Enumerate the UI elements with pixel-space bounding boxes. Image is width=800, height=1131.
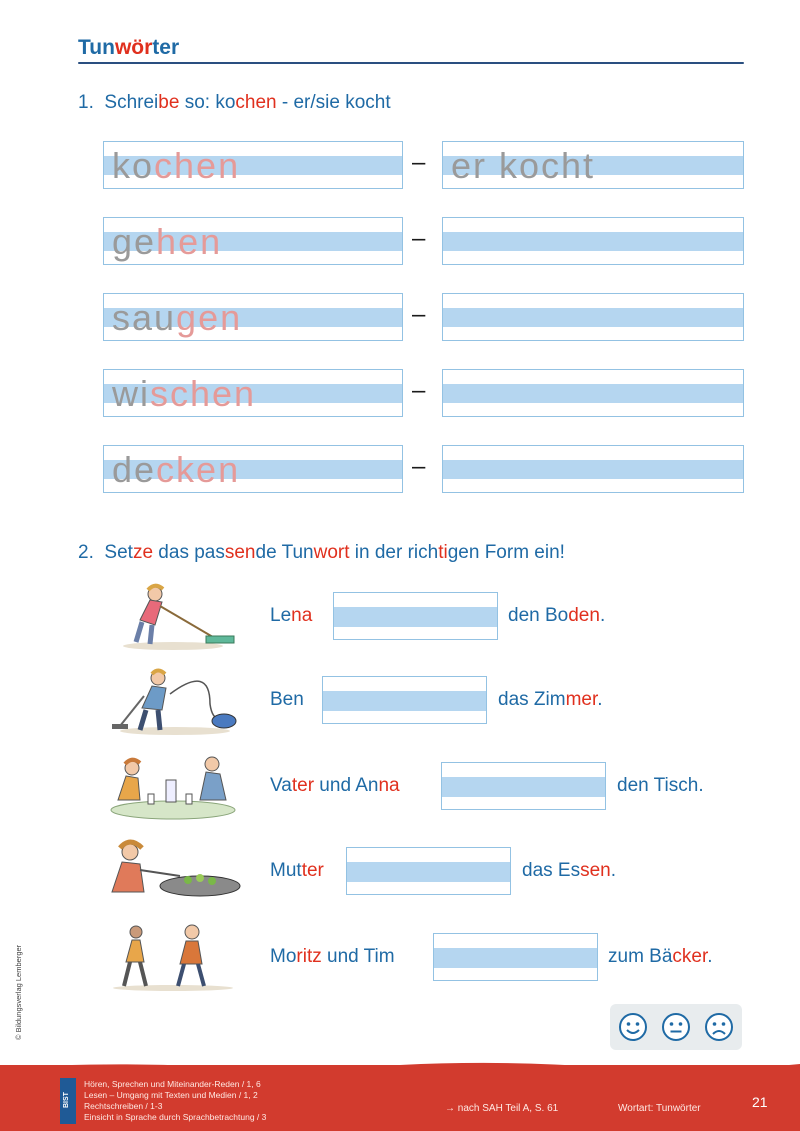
verb-gap[interactable] xyxy=(433,933,598,981)
illustration-walking xyxy=(100,920,246,992)
word-type-label: Wortart: Tunwörter xyxy=(618,1103,701,1114)
sentence-subject: Lena xyxy=(270,605,313,626)
traced-verb: kochen xyxy=(112,145,241,186)
sentence-object: den Boden. xyxy=(508,605,606,626)
sentence-object: zum Bäcker. xyxy=(608,946,713,967)
task-2-instruction: 2. Setze das passende Tunwort in der richtigen Form ein! xyxy=(78,542,565,563)
verb-writing-lines[interactable] xyxy=(103,369,403,417)
traced-verb: wischen xyxy=(112,373,257,414)
verb-writing-lines[interactable] xyxy=(103,445,403,493)
competence-item: Lesen – Umgang mit Texten und Medien / 1, 2 xyxy=(84,1090,258,1100)
dash: – xyxy=(412,149,426,176)
sentence-object: das Essen. xyxy=(522,860,617,881)
title-divider xyxy=(78,62,744,64)
sad-face-icon[interactable] xyxy=(704,1012,734,1042)
sample-answer: er kocht xyxy=(451,145,596,186)
answer-writing-lines[interactable] xyxy=(442,293,744,341)
verb-writing-lines[interactable] xyxy=(103,293,403,341)
exercise-1-row xyxy=(103,445,744,493)
answer-writing-lines[interactable] xyxy=(442,217,744,265)
competence-item: Hören, Sprechen und Miteinander-Reden / 1, 6 xyxy=(84,1079,261,1089)
answer-writing-lines[interactable] xyxy=(442,369,744,417)
dash: – xyxy=(412,225,426,252)
verb-gap[interactable] xyxy=(322,676,487,724)
happy-face-icon[interactable] xyxy=(618,1012,648,1042)
exercise-1-row xyxy=(103,369,744,417)
verb-gap[interactable] xyxy=(346,847,511,895)
sentence-object: das Zimmer. xyxy=(498,689,603,710)
page-number: 21 xyxy=(752,1094,768,1110)
illustration-mopping xyxy=(100,580,246,652)
sentence-subject: Moritz und Tim xyxy=(270,946,395,967)
exercise-1-row xyxy=(103,141,744,189)
verb-gap[interactable] xyxy=(441,762,606,810)
dash: – xyxy=(412,453,426,480)
sentence-subject: Ben xyxy=(270,689,304,710)
exercise-1-row xyxy=(103,293,744,341)
exercise-1-row xyxy=(103,217,744,265)
competence-item: Einsicht in Sprache durch Sprachbetrachtung / 3 xyxy=(84,1112,267,1122)
copyright: © Bildungsverlag Lemberger xyxy=(14,944,23,1040)
answer-writing-lines[interactable] xyxy=(442,141,744,189)
traced-verb: decken xyxy=(112,449,241,490)
illustration-setting-table xyxy=(100,750,246,822)
sentence-object: den Tisch. xyxy=(617,775,704,796)
page-title: Tunwörter xyxy=(78,36,180,59)
bist-badge: BIST xyxy=(60,1078,76,1124)
verb-writing-lines[interactable] xyxy=(103,217,403,265)
competence-item: Rechtschreiben / 1-3 xyxy=(84,1101,163,1111)
verb-gap[interactable] xyxy=(333,592,498,640)
self-assessment xyxy=(610,1004,742,1050)
traced-verb: gehen xyxy=(112,221,223,262)
traced-verb: saugen xyxy=(112,297,243,338)
dash: – xyxy=(412,301,426,328)
answer-writing-lines[interactable] xyxy=(442,445,744,493)
verb-writing-lines[interactable] xyxy=(103,141,403,189)
illustration-vacuuming xyxy=(100,664,246,736)
workbook-reference: → nach SAH Teil A, S. 61 xyxy=(445,1103,559,1114)
task-1-instruction: 1. Schreibe so: kochen - er/sie kocht xyxy=(78,92,391,113)
neutral-face-icon[interactable] xyxy=(661,1012,691,1042)
illustration-cooking xyxy=(100,834,246,906)
sentence-subject: Mutter xyxy=(270,860,324,881)
sentence-subject: Vater und Anna xyxy=(270,775,400,796)
dash: – xyxy=(412,377,426,404)
